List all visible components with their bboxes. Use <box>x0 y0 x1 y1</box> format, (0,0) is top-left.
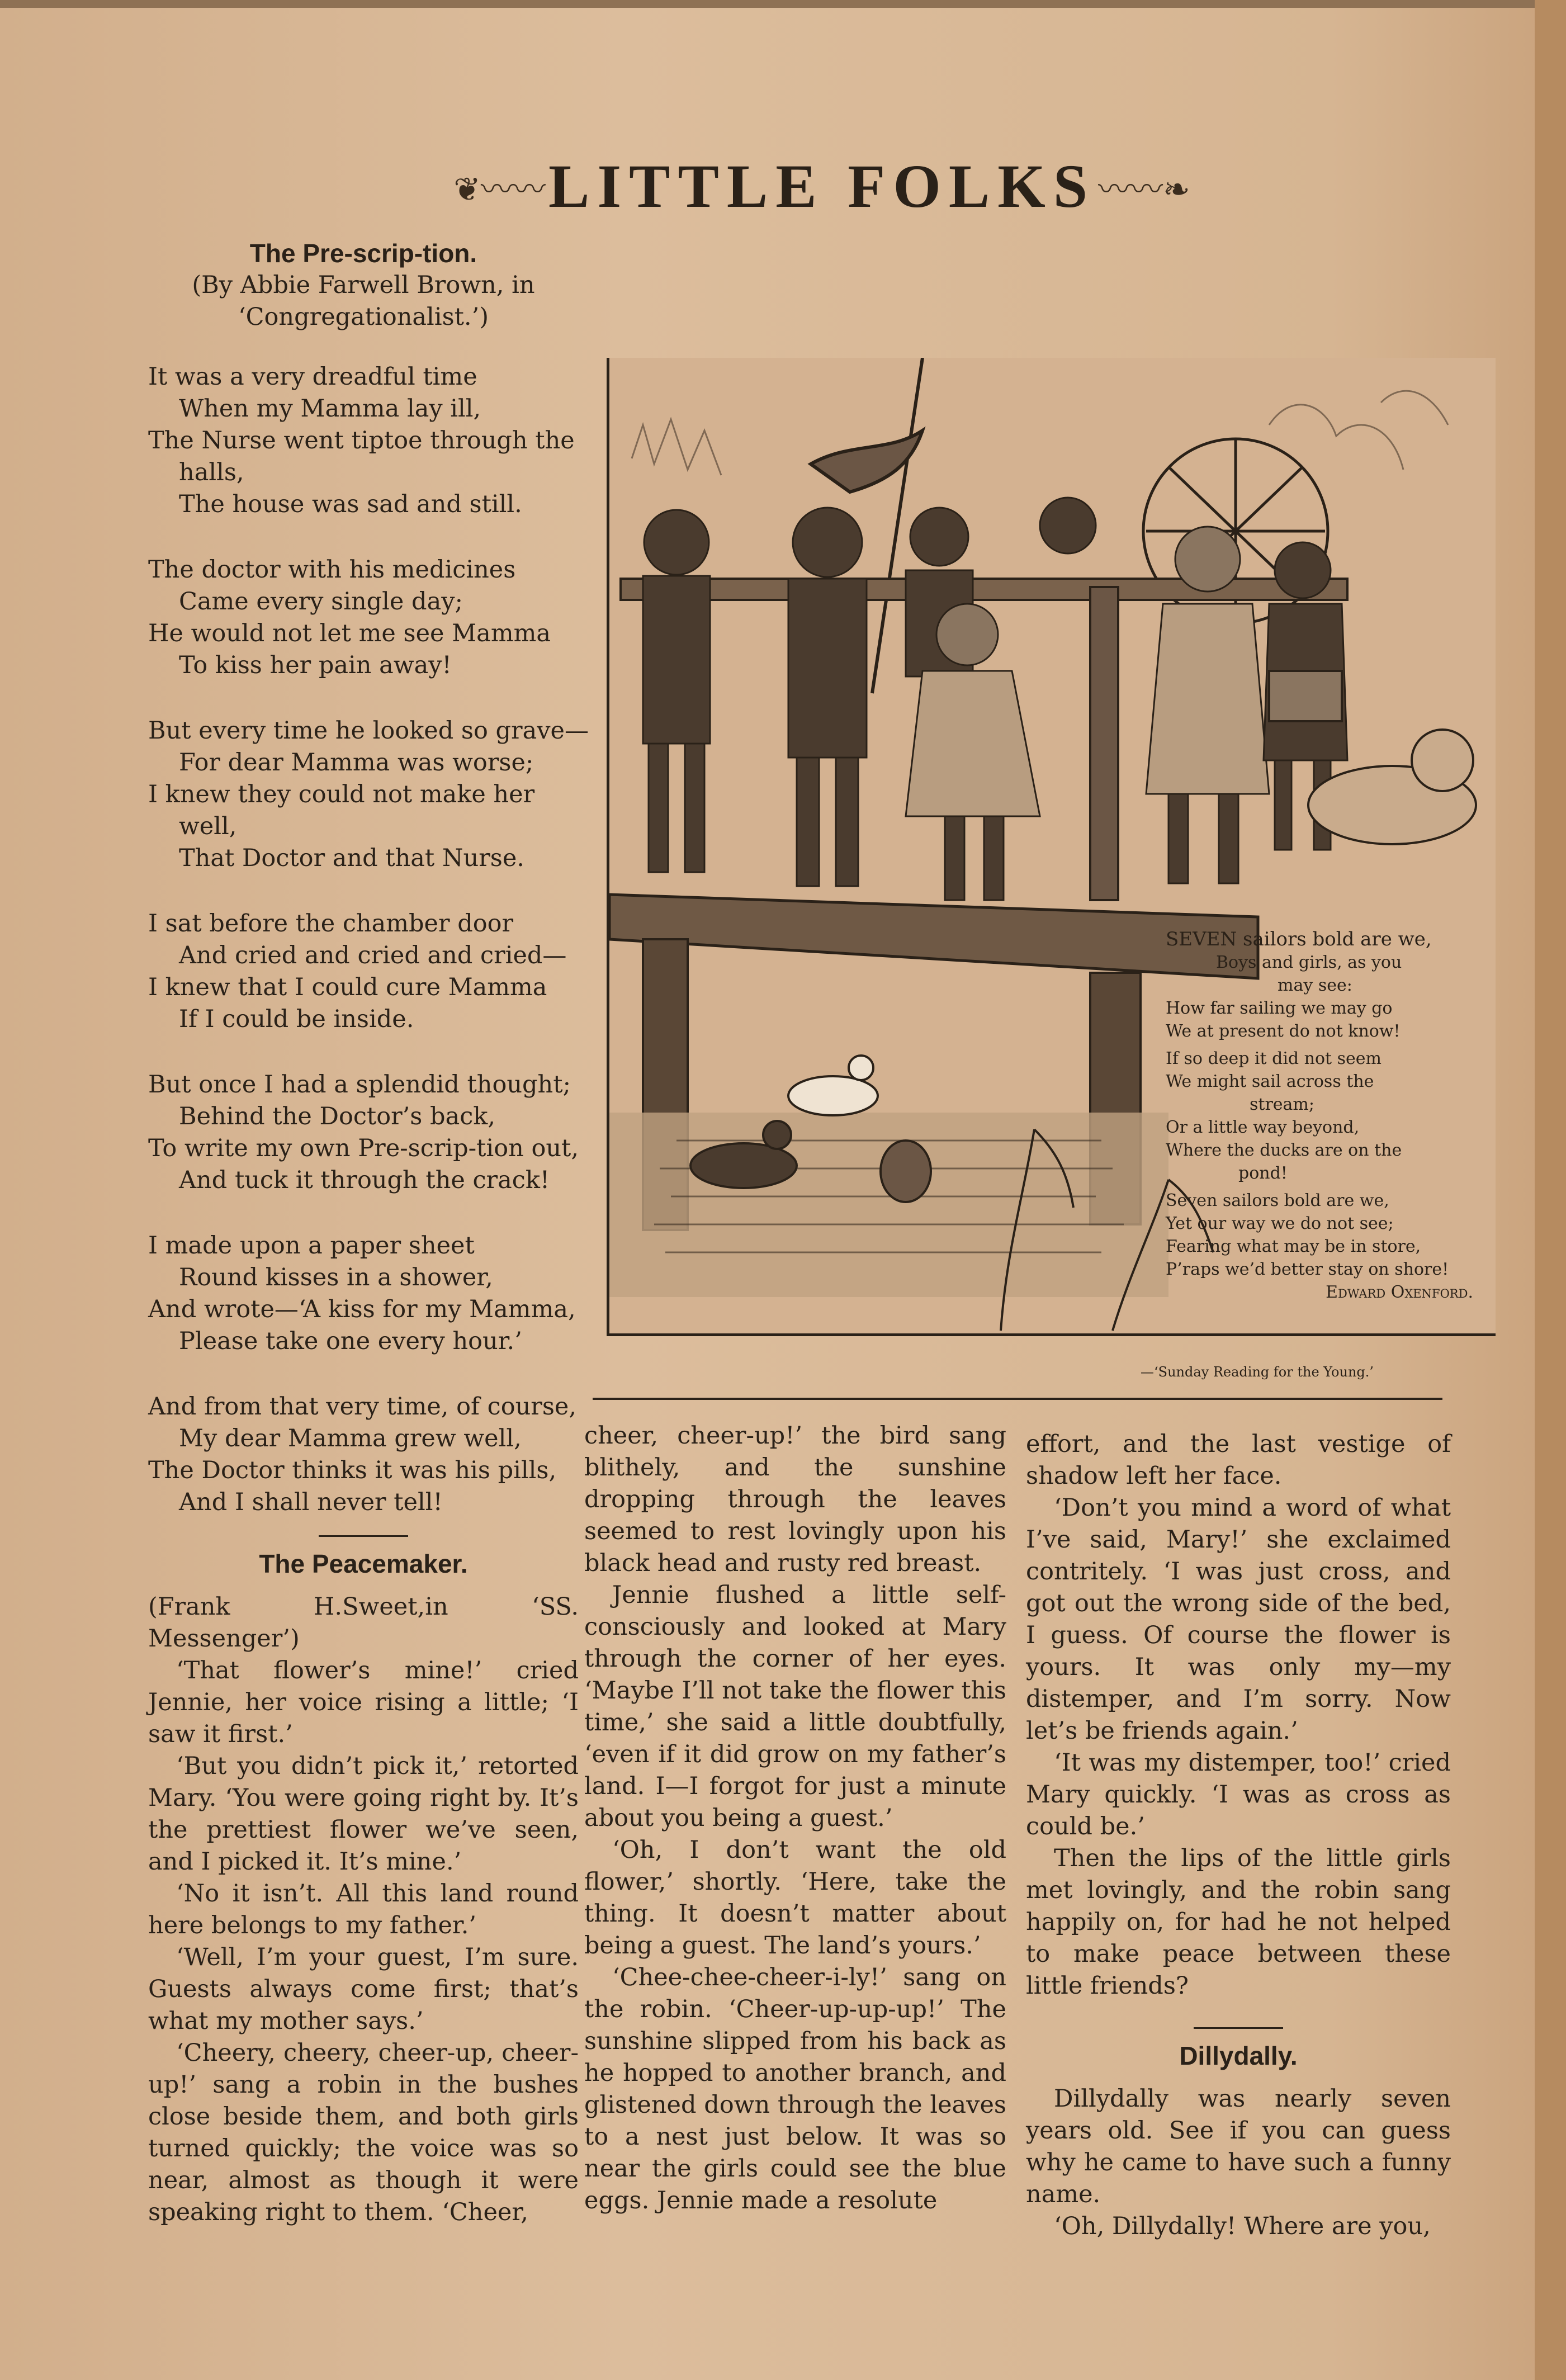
story-paragraph: Jennie flushed a little self-consciously and looked at Mary through the corner of her eyes. ‘Maybe I’ll not take the flower this time,’ she said a little doubtfully, ‘even if it did grow on my father’s land. I—I forgot for just a minute about you being a guest.’ <box>584 1581 1006 1832</box>
poem-line: And from that very time, of course, <box>148 1393 577 1421</box>
story-title: The Peacemaker. <box>259 1549 468 1578</box>
section-title: LITTLE FOLKS <box>548 152 1095 220</box>
poem-line: I sat before the chamber door <box>148 910 514 938</box>
right-flourish-icon: 〰〰❧ <box>1098 170 1190 209</box>
poem-line: And I shall never tell! <box>179 1488 443 1516</box>
story-title: Dillydally. <box>1179 2041 1298 2070</box>
poem-line: well, <box>179 812 237 840</box>
verse-line: Boys and girls, as you <box>1216 953 1402 972</box>
verse-line: We might sail across the <box>1166 1072 1374 1091</box>
poem-byline: (By Abbie Farwell Brown, in <box>192 271 535 299</box>
poem-stanza <box>148 908 579 1035</box>
poem-line: To write my own Pre-scrip-tion out, <box>148 1134 579 1162</box>
top-border <box>0 0 1566 8</box>
story-paragraph: ‘Cheery, cheery, cheer-up, cheer-up!’ sang a robin in the bushes close beside them, and both girls turned quickly; the voice was so near, almost as though it were speaking right to them. ‘Cheer, <box>148 2039 579 2226</box>
poem-line: For dear Mamma was worse; <box>179 749 534 777</box>
poem-stanza <box>148 1230 579 1357</box>
poem-line: Round kisses in a shower, <box>179 1264 493 1291</box>
poem-line: The Nurse went tiptoe through the <box>148 427 575 455</box>
verse-line: stream; <box>1250 1095 1314 1114</box>
story-paragraph: ‘Oh, I don’t want the old flower,’ shortly. ‘Here, take the thing. It doesn’t matter about being a guest. The land’s yours.’ <box>584 1836 1006 1960</box>
poem-stanza <box>148 1391 579 1518</box>
verse-line: Fearing what may be in store, <box>1166 1237 1421 1256</box>
poem-stanza <box>148 715 589 874</box>
verse-line: pond! <box>1238 1163 1288 1183</box>
verse-line: Yet our way we do not see; <box>1166 1214 1394 1233</box>
poem-line: I knew they could not make her <box>148 780 535 808</box>
poem-source: ‘Congregationalist.’) <box>238 303 489 331</box>
poem-line: Behind the Doctor’s back, <box>179 1103 496 1130</box>
poem-title: The Pre-scrip-tion. <box>249 239 477 268</box>
story-paragraph: ‘Chee-chee-cheer-i-ly!’ sang on the robin. ‘Cheer-up-up-up!’ The sunshine slipped from his back as he hopped to another branch, and glistened down through the leaves to a nest just below. It was so near the girls could see the blue eggs. Jennie made a resolute <box>584 1963 1006 2215</box>
verse-line: Or a little way beyond, <box>1166 1118 1360 1137</box>
poem-line: I knew that I could cure Mamma <box>148 973 547 1001</box>
story-paragraph: Dillydally was nearly seven years old. See if you can guess why he came to have such a funny name. <box>1026 2085 1451 2208</box>
story-paragraph: ‘Oh, Dillydally! Where are you, <box>1054 2212 1431 2240</box>
verse-line: may see: <box>1278 976 1352 995</box>
story-paragraph: ‘It was my distemper, too!’ cried Mary quickly. ‘I was as cross as could be.’ <box>1026 1749 1451 1840</box>
poem-line: He would not let me see Mamma <box>148 619 551 647</box>
poem-line: That Doctor and that Nurse. <box>179 844 524 872</box>
poem-line: Came every single day; <box>179 588 463 616</box>
poem-line: To kiss her pain away! <box>179 651 452 679</box>
poem-line: My dear Mamma grew well, <box>179 1425 522 1452</box>
verse-line: SEVEN sailors bold are we, <box>1166 928 1432 950</box>
verse-author: Edward Oxenford. <box>1326 1283 1473 1302</box>
story-paragraph: ‘Well, I’m your guest, I’m sure. Guests always come first; that’s what my mother says.’ <box>148 1943 579 2035</box>
middle-column <box>584 1420 1006 2217</box>
poem-line: The house was sad and still. <box>179 490 522 518</box>
section-masthead <box>347 151 1297 218</box>
poem-line: But once I had a splendid thought; <box>148 1071 571 1099</box>
story-paragraph: effort, and the last vestige of shadow left her face. <box>1026 1430 1451 1490</box>
poem-line: I made upon a paper sheet <box>148 1232 475 1260</box>
poem-line: And wrote—‘A kiss for my Mamma, <box>148 1295 576 1323</box>
story-paragraph: Then the lips of the little girls met lovingly, and the robin sang happily on, for had he not helped to make peace between these little friends? <box>1026 1844 1451 2000</box>
verse-line: P’raps we’d better stay on shore! <box>1166 1260 1449 1279</box>
illustration-credit: —‘Sunday Reading for the Young.’ <box>1141 1364 1374 1380</box>
poem-line: When my Mamma lay ill, <box>179 395 481 423</box>
poem-line: The doctor with his medicines <box>148 556 516 584</box>
left-flourish-icon: ❦〰〰 <box>453 170 546 209</box>
poem-line: But every time he looked so grave— <box>148 717 589 745</box>
section-divider <box>1194 2027 1283 2029</box>
verse-line: Where the ducks are on the <box>1166 1141 1402 1160</box>
poem-line: It was a very dreadful time <box>148 363 477 391</box>
poem-stanza <box>148 361 579 521</box>
poem-line: If I could be inside. <box>179 1005 414 1033</box>
poem-line: And cried and cried and cried— <box>179 941 567 969</box>
story-paragraph: ‘But you didn’t pick it,’ retorted Mary. ‘You were going right by. It’s the prettiest flower we’ve seen, and I picked it. It’s mine.’ <box>148 1752 579 1876</box>
page-edge <box>1535 0 1566 2380</box>
poem-line: Please take one every hour.’ <box>179 1327 522 1355</box>
illustration-verse <box>1166 928 1484 1304</box>
story-paragraph: ‘Don’t you mind a word of what I’ve said, Mary!’ she exclaimed contritely. ‘I was just cross, and got out the wrong side of the bed, I guess. Of course the flower is yours. It was only my—my distemper, and I’m sorry. Now let’s be friends again.’ <box>1026 1494 1451 1745</box>
right-column <box>1026 1428 1451 2242</box>
verse-line: Seven sailors bold are we, <box>1166 1191 1389 1210</box>
poem-stanza <box>148 1069 579 1196</box>
poem-line: halls, <box>179 458 244 486</box>
story-paragraph: ‘That flower’s mine!’ cried Jennie, her voice rising a little; ‘I saw it first.’ <box>148 1657 579 1748</box>
verse-line: If so deep it did not seem <box>1166 1049 1382 1068</box>
story-byline: (Frank H.Sweet,in ‘SS. Messenger’) <box>148 1593 579 1653</box>
poem-stanza <box>148 554 579 682</box>
verse-line: How far sailing we may go <box>1166 999 1393 1018</box>
story-paragraph: ‘No it isn’t. All this land round here belongs to my father.’ <box>148 1880 579 1939</box>
section-divider <box>319 1535 408 1537</box>
horizontal-rule <box>593 1398 1442 1400</box>
poem-line: The Doctor thinks it was his pills, <box>148 1456 557 1484</box>
story-paragraph: cheer, cheer-up!’ the bird sang blithely, and the sunshine dropping through the leaves seemed to rest lovingly upon his black head and rusty red breast. <box>584 1422 1006 1577</box>
left-column <box>148 238 589 2228</box>
verse-line: We at present do not know! <box>1166 1021 1401 1041</box>
poem-line: And tuck it through the crack! <box>179 1166 550 1194</box>
